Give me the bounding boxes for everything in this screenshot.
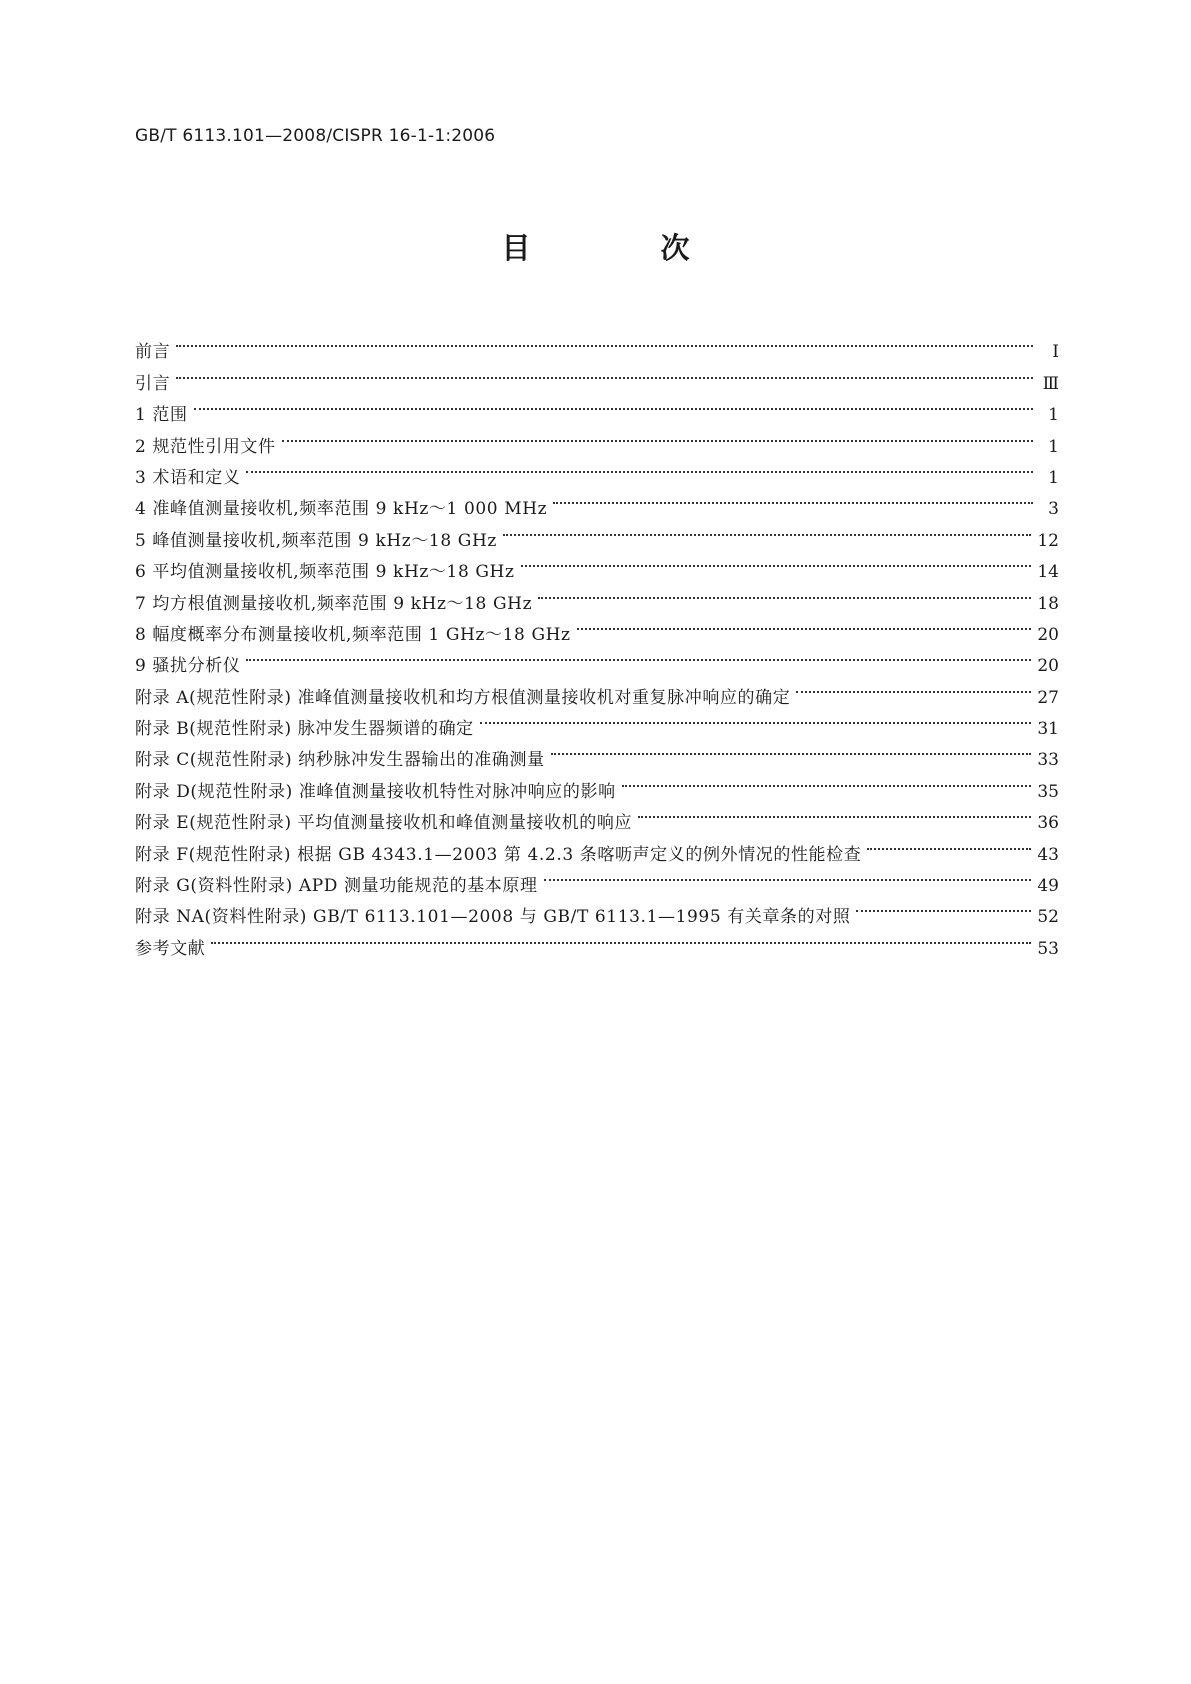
toc-entry[interactable]	[135, 671, 1059, 708]
toc-page-number: 33	[1037, 750, 1059, 771]
page-title: 目 次	[501, 231, 750, 265]
toc-leader-dots	[867, 828, 1031, 859]
toc-entry-label: 3 术语和定义	[135, 467, 241, 488]
toc-leader-dots	[176, 326, 1033, 357]
toc-entry-label: 4 准峰值测量接收机,频率范围 9 kHz～1 000 MHz	[135, 499, 548, 520]
toc-page-number: Ⅲ	[1042, 373, 1059, 394]
toc-entry-label: 1 范围	[135, 405, 188, 426]
toc-page-number: 31	[1037, 719, 1059, 740]
toc-entry-label: 附录 A(规范性附录) 准峰值测量接收机和均方根值测量接收机对重复脉冲响应的确定	[135, 687, 791, 708]
toc-entry[interactable]	[135, 922, 1059, 959]
toc-leader-dots	[503, 514, 1031, 545]
toc-entry[interactable]	[135, 420, 1059, 457]
toc-page-number: 18	[1037, 593, 1059, 614]
toc-leader-dots	[544, 860, 1032, 891]
toc-leader-dots	[622, 765, 1032, 796]
table-of-contents	[135, 326, 1059, 959]
toc-page-number: 1	[1048, 467, 1059, 488]
toc-leader-dots	[796, 671, 1031, 702]
toc-page-number: 12	[1037, 530, 1059, 551]
toc-entry-label: 2 规范性引用文件	[135, 436, 276, 457]
toc-page-number: 14	[1037, 562, 1059, 583]
toc-leader-dots	[211, 922, 1031, 953]
toc-entry-label: 附录 F(规范性附录) 根据 GB 4343.1—2003 第 4.2.3 条喀呖声定义的例外情况的性能检查	[135, 844, 862, 865]
toc-entry-label: 6 平均值测量接收机,频率范围 9 kHz～18 GHz	[135, 562, 515, 583]
toc-page-number: 35	[1037, 781, 1059, 802]
toc-leader-dots	[538, 577, 1031, 608]
toc-leader-dots	[638, 797, 1031, 828]
standard-code-header: GB/T 6113.101—2008/CISPR 16-1-1:2006	[135, 126, 496, 146]
toc-entry-label: 7 均方根值测量接收机,频率范围 9 kHz～18 GHz	[135, 593, 533, 614]
toc-entry-label: 附录 B(规范性附录) 脉冲发生器频谱的确定	[135, 719, 474, 740]
toc-entry[interactable]	[135, 326, 1059, 363]
toc-leader-dots	[480, 703, 1032, 734]
toc-entry-label: 附录 G(资料性附录) APD 测量功能规范的基本原理	[135, 876, 538, 897]
toc-page-number: 49	[1037, 876, 1059, 897]
toc-entry-label: 附录 E(规范性附录) 平均值测量接收机和峰值测量接收机的响应	[135, 813, 633, 834]
toc-entry-label: 引言	[135, 373, 171, 394]
toc-leader-dots	[282, 420, 1033, 451]
toc-page-number: 1	[1048, 405, 1059, 426]
toc-page-number: 3	[1048, 499, 1059, 520]
toc-leader-dots	[194, 389, 1033, 420]
toc-entry[interactable]	[135, 640, 1059, 677]
toc-entry-label: 参考文献	[135, 938, 206, 959]
toc-page-number: 27	[1037, 687, 1059, 708]
toc-page-number: 20	[1037, 656, 1059, 677]
toc-entry-label: 附录 C(规范性附录) 纳秒脉冲发生器输出的准确测量	[135, 750, 545, 771]
toc-page-number: 53	[1037, 938, 1059, 959]
toc-entry-label: 9 骚扰分析仪	[135, 656, 241, 677]
toc-entry-label: 附录 NA(资料性附录) GB/T 6113.101—2008 与 GB/T 6113.1—1995 有关章条的对照	[135, 907, 851, 928]
toc-leader-dots	[246, 640, 1031, 671]
toc-leader-dots	[246, 452, 1033, 483]
toc-page-number: Ⅰ	[1052, 342, 1059, 363]
toc-leader-dots	[521, 546, 1032, 577]
toc-entry-label: 附录 D(规范性附录) 准峰值测量接收机特性对脉冲响应的影响	[135, 781, 616, 802]
toc-entry-label: 8 幅度概率分布测量接收机,频率范围 1 GHz～18 GHz	[135, 624, 571, 645]
toc-page-number: 52	[1037, 907, 1059, 928]
toc-leader-dots	[577, 609, 1032, 640]
toc-page-number: 43	[1037, 844, 1059, 865]
toc-entry[interactable]	[135, 389, 1059, 426]
toc-leader-dots	[856, 891, 1031, 922]
toc-entry-label: 5 峰值测量接收机,频率范围 9 kHz～18 GHz	[135, 530, 497, 551]
toc-leader-dots	[551, 734, 1032, 765]
toc-leader-dots	[176, 357, 1033, 388]
toc-leader-dots	[553, 483, 1033, 514]
toc-entry-label: 前言	[135, 342, 171, 363]
toc-entry[interactable]	[135, 452, 1059, 488]
toc-page-number: 1	[1048, 436, 1059, 457]
toc-page-number: 36	[1037, 813, 1059, 834]
toc-page-number: 20	[1037, 624, 1059, 645]
toc-entry[interactable]	[135, 483, 1059, 520]
toc-entry[interactable]	[135, 357, 1059, 394]
